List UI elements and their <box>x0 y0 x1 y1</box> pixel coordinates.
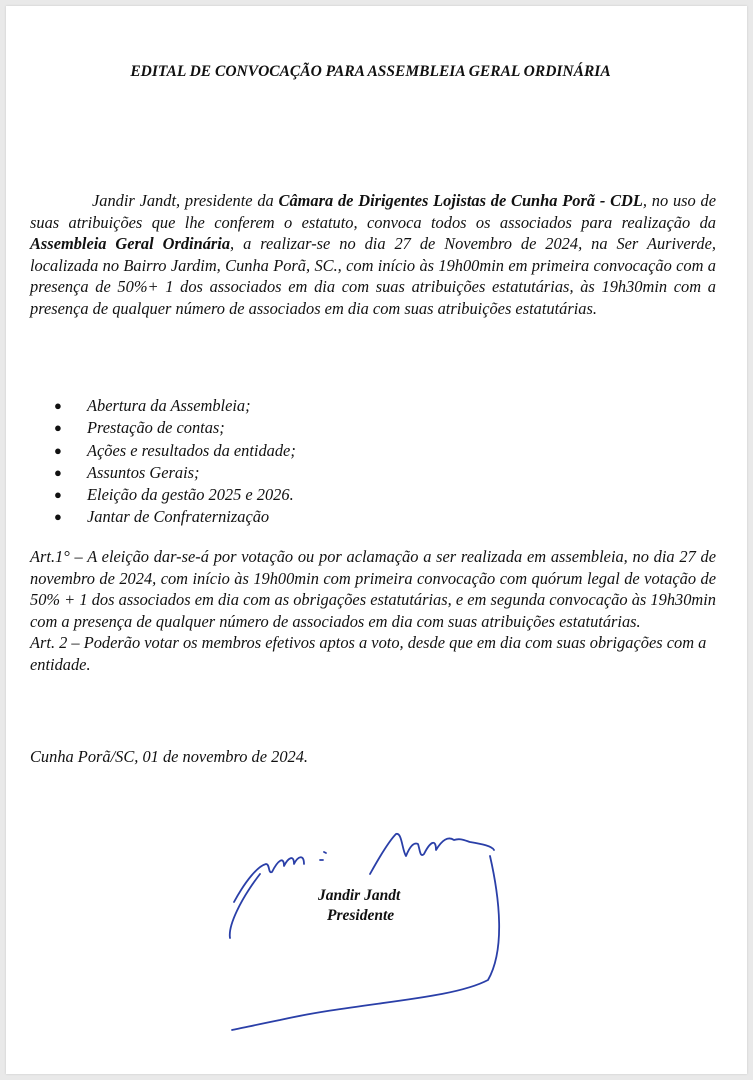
article-1: Art.1° – A eleição dar-se-á por votação ou por aclamação a ser realizada em assembleia, no dia 27 de novembro de 2024, com início às 19h00min com primeira convocação com quórum legal de votação de 50% + 1 dos associados em dia com as obrigações estatutárias, e em segunda convocação às 19h30min com a presença de qualquer número de associados em dia com suas atribuições estatutárias. <box>30 547 716 631</box>
agenda-item <box>30 506 710 528</box>
agenda-item-text: Jantar de Confraternização <box>87 507 270 527</box>
bullet-icon: ● <box>54 487 62 503</box>
handwritten-signature <box>220 820 520 1040</box>
signature-stroke <box>370 834 494 874</box>
agenda-item-text: Eleição da gestão 2025 e 2026. <box>87 485 294 505</box>
bullet-icon: ● <box>54 420 62 436</box>
signer-name: Jandir Jandt <box>318 887 401 904</box>
document-title: EDITAL DE CONVOCAÇÃO PARA ASSEMBLEIA GERAL ORDINÁRIA <box>130 63 611 80</box>
agenda-item <box>30 484 710 506</box>
date-line: Cunha Porã/SC, 01 de novembro de 2024. <box>30 747 309 766</box>
agenda-item <box>30 417 710 439</box>
bullet-icon: ● <box>54 509 62 525</box>
agenda-item-text: Prestação de contas; <box>87 418 225 438</box>
intro-text-3: , a realizar-se no dia 27 de Novembro de 2024, na Ser Auriverde, localizada no Bairro Jardim, Cunha Porã, SC., com início às 19h00min em primeira convocação com a presença de 50%+ 1 dos associados em dia com suas atribuições estatutárias, às 19h30min com a presença de qualquer número de associados em dia com suas atribuições estatutárias. <box>30 234 716 318</box>
bullet-icon: ● <box>54 398 62 413</box>
agenda-item-text: Abertura da Assembleia; <box>87 396 251 415</box>
agenda-item <box>30 395 710 417</box>
signature-stroke <box>232 856 499 1030</box>
article-2: Art. 2 – Poderão votar os membros efetivos aptos a voto, desde que em dia com suas obrigações com a entidade. <box>30 633 707 674</box>
signature-stroke <box>324 852 326 853</box>
agenda-item <box>30 462 710 484</box>
intro-paragraph <box>30 190 716 320</box>
bullet-icon: ● <box>54 442 62 458</box>
bullet-icon: ● <box>54 464 62 480</box>
intro-text-1: Jandir Jandt, presidente da <box>92 191 279 210</box>
agenda-item <box>30 440 710 462</box>
articles-block <box>30 546 716 676</box>
agenda-list <box>30 395 710 529</box>
agenda-item-text: Ações e resultados da entidade; <box>87 440 296 460</box>
agenda-item-text: Assuntos Gerais; <box>87 462 200 482</box>
intro-text-2: , no uso de suas atribuições que lhe conferem o estatuto, convoca todos os associados para realização da <box>30 191 716 232</box>
intro-bold-cdl: Câmara de Dirigentes Lojistas de Cunha Porã - CDL <box>278 191 643 210</box>
intro-bold-assembly: Assembleia Geral Ordinária <box>30 234 231 254</box>
signer-role: Presidente <box>327 907 395 924</box>
